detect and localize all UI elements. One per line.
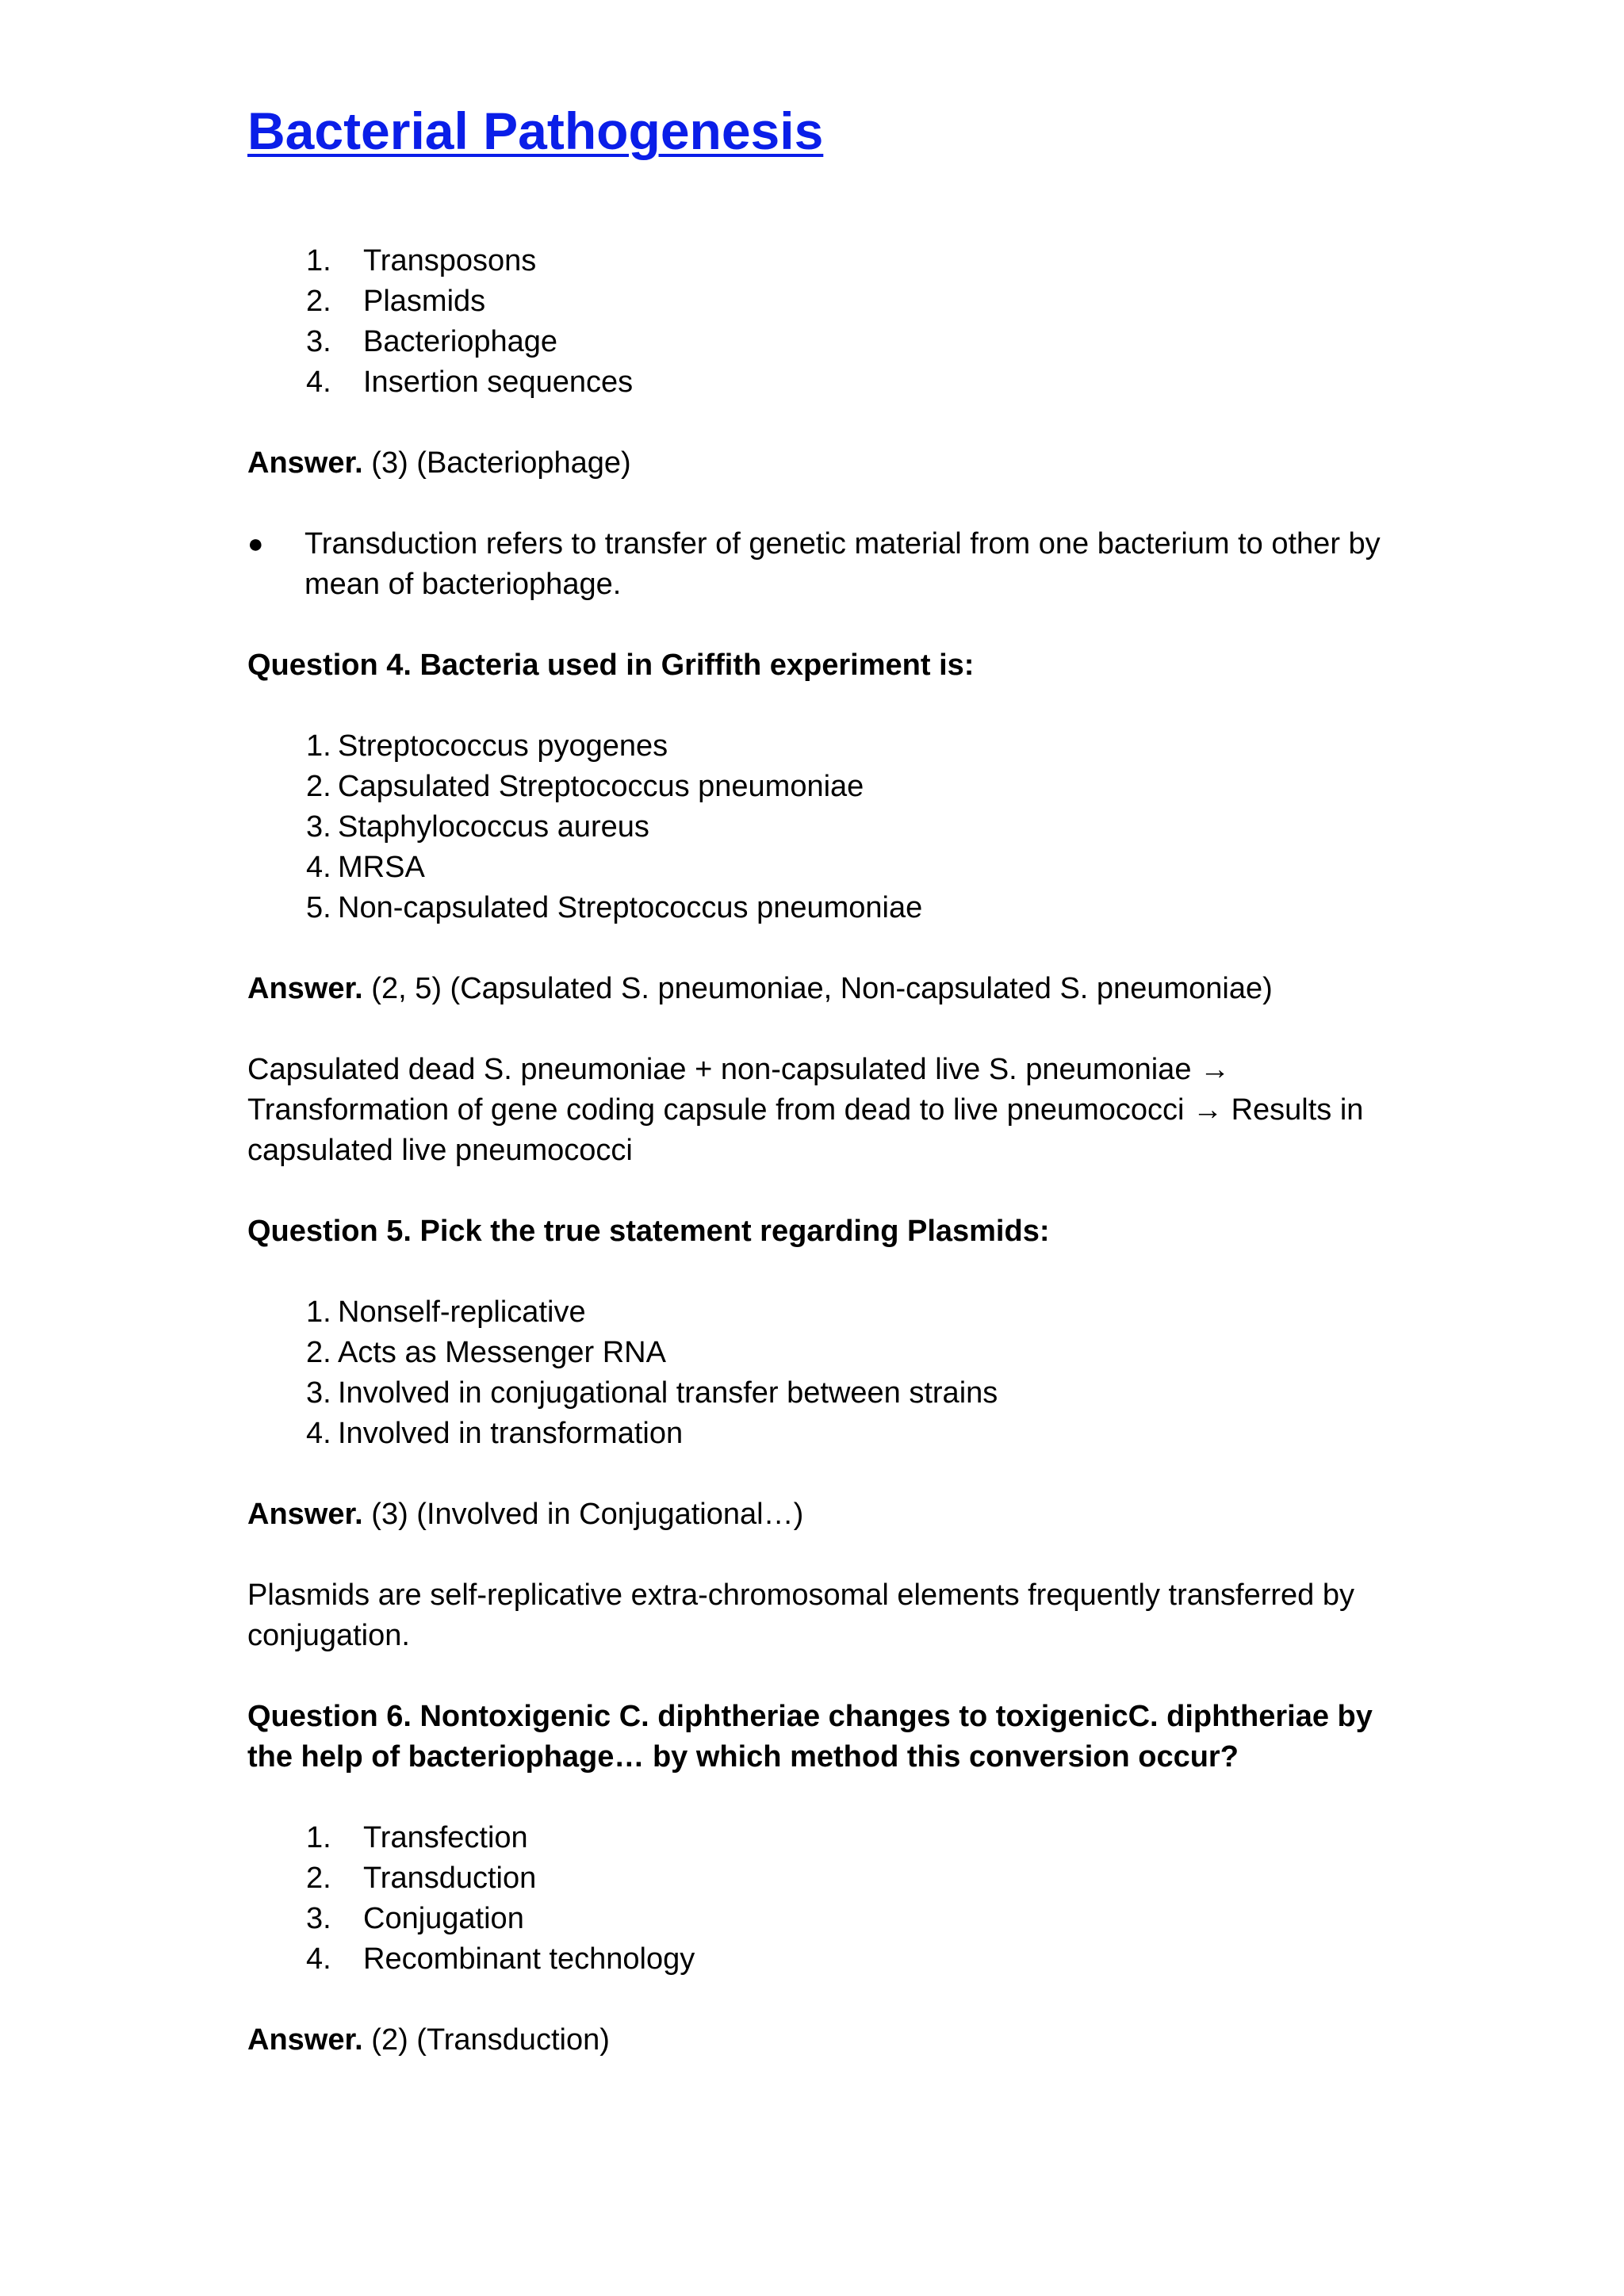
list-item: 3. Staphylococcus aureus <box>306 810 649 844</box>
q6-options-list <box>247 1818 1405 1980</box>
q6-question: Question 6. Nontoxigenic C. diphtheriae changes to toxigenicC. diphtheriae by the help of bacteriophage… by which method this conversion occur? <box>247 1700 1373 1774</box>
list-item: 1. Transfection <box>306 1821 528 1854</box>
q5-explanation: Plasmids are self-replicative extra-chromosomal elements frequently transferred by conjugation. <box>247 1578 1354 1652</box>
q5-options-list <box>247 1292 1405 1454</box>
answer-text: (3) (Bacteriophage) <box>362 446 631 480</box>
page-title[interactable]: Bacterial Pathogenesis <box>247 101 824 160</box>
list-item: 2. Plasmids <box>306 285 486 318</box>
list-item: 3. Involved in conjugational transfer between strains <box>306 1376 998 1410</box>
bullet-text: Transduction refers to transfer of genetic material from one bacterium to other by mean of bacteriophage. <box>304 527 1381 601</box>
list-item: 5. Non-capsulated Streptococcus pneumoniae <box>306 891 923 924</box>
q3-bullet-note <box>247 524 1405 605</box>
q6-answer <box>247 2020 1405 2061</box>
bullet-icon: ● <box>247 529 264 559</box>
q5-answer <box>247 1494 1405 1535</box>
q4-answer <box>247 969 1405 1009</box>
answer-label: Answer. <box>247 446 363 480</box>
list-item: 4. MRSA <box>306 851 425 884</box>
list-item: 1. Nonself-replicative <box>306 1295 586 1329</box>
list-item: 4. Insertion sequences <box>306 365 634 399</box>
list-item: 3. Bacteriophage <box>306 325 558 358</box>
list-item: 1. Transposons <box>306 244 537 277</box>
list-item: 2. Acts as Messenger RNA <box>306 1336 666 1369</box>
answer-text: (2, 5) (Capsulated S. pneumoniae, Non-capsulated S. pneumoniae) <box>362 972 1273 1005</box>
q4-question: Question 4. Bacteria used in Griffith experiment is: <box>247 649 975 682</box>
list-item: 4. Recombinant technology <box>306 1942 695 1976</box>
answer-text: (3) (Involved in Conjugational…) <box>362 1498 804 1531</box>
answer-label: Answer. <box>247 972 363 1005</box>
q4-options-list <box>247 726 1405 928</box>
q3-options-list <box>247 241 1405 403</box>
list-item: 3. Conjugation <box>306 1902 524 1935</box>
list-item: 1. Streptococcus pyogenes <box>306 729 668 763</box>
document-page <box>247 95 1405 2061</box>
q4-explanation: Capsulated dead S. pneumoniae + non-capsulated live S. pneumoniae → Transformation of gene coding capsule from dead to live pneumococci → Results in capsulated live pneumococci <box>247 1053 1364 1167</box>
q5-question: Question 5. Pick the true statement regarding Plasmids: <box>247 1215 1050 1248</box>
q3-answer <box>247 443 1405 484</box>
answer-label: Answer. <box>247 1498 363 1531</box>
list-item: 4. Involved in transformation <box>306 1417 684 1450</box>
answer-label: Answer. <box>247 2023 363 2057</box>
answer-text: (2) (Transduction) <box>362 2023 610 2057</box>
list-item: 2. Transduction <box>306 1862 537 1895</box>
list-item: 2. Capsulated Streptococcus pneumoniae <box>306 770 864 803</box>
